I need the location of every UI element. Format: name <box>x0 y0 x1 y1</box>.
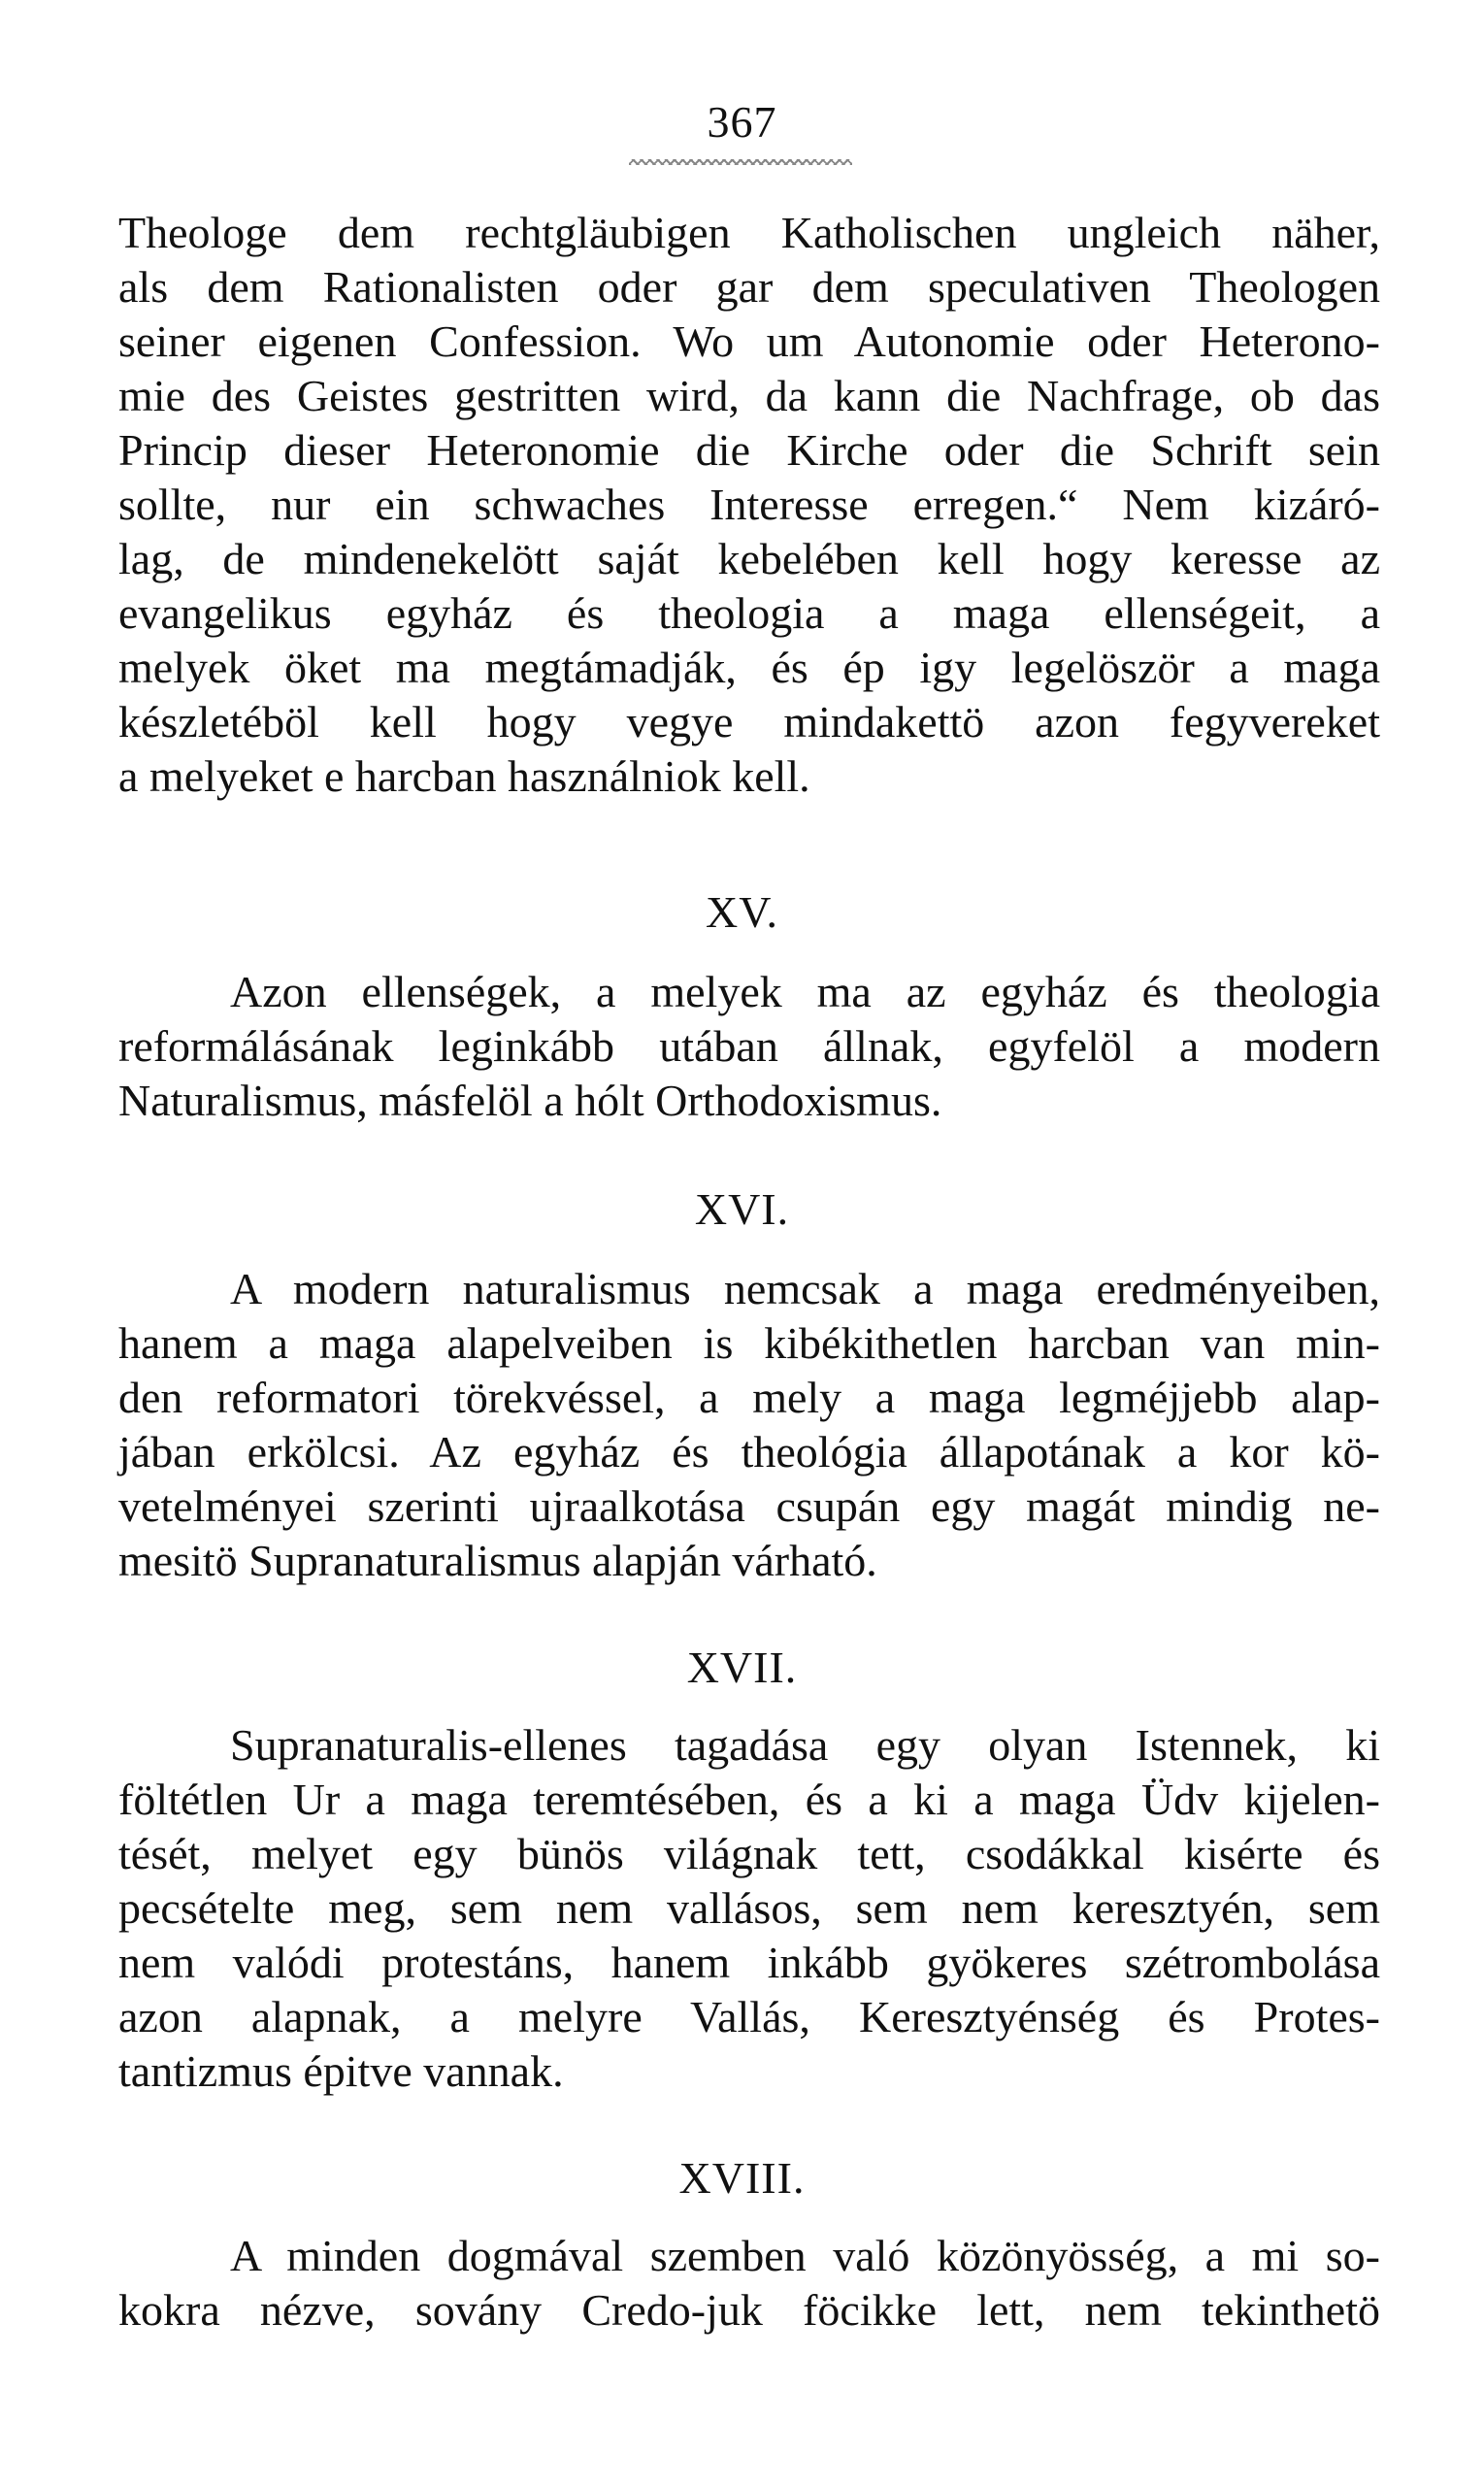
section-heading-xvi: XVI. <box>694 1184 790 1234</box>
text-line: Theologe dem rechtgläubigen Katholischen ungleich näher, <box>118 208 1380 257</box>
text-line: Azon ellenségek, a melyek ma az egyház és theologia <box>230 967 1380 1016</box>
text-line: mie des Geistes gestritten wird, da kann die Nachfrage, ob das <box>118 371 1380 420</box>
text-line: als dem Rationalisten oder gar dem speculativen Theologen <box>118 262 1380 312</box>
section-xviii-paragraph <box>118 2229 1380 2338</box>
text-line: evangelikus egyház és theologia a maga ellenségeit, a <box>118 588 1380 638</box>
text-line: sollte, nur ein schwaches Interesse erregen.“ Nem kizáró- <box>118 480 1380 529</box>
section-xvi-paragraph <box>118 1262 1380 1588</box>
text-line: mesitö Supranaturalismus alapján várható. <box>118 1536 877 1585</box>
text-line: Supranaturalis-ellenes tagadása egy olyan Istennek, ki <box>230 1720 1380 1770</box>
opening-paragraph <box>118 206 1380 804</box>
text-line: készletéböl kell hogy vegye mindakettö azon fegyvereket <box>118 697 1380 747</box>
page-number: 367 <box>707 97 777 147</box>
text-line: tantizmus épitve vannak. <box>118 2046 564 2096</box>
text-line: kokra nézve, sovány Credo-juk föcikke lett, nem tekinthetö <box>118 2285 1380 2335</box>
text-line: vetelményei szerinti ujraalkotása csupán egy magát mindig ne- <box>118 1481 1380 1531</box>
text-line: a melyeket e harcban használniok kell. <box>118 751 810 801</box>
text-line: azon alapnak, a melyre Vallás, Keresztyénség és Protes- <box>118 1992 1380 2041</box>
text-line: den reformatori törekvéssel, a mely a maga legméjjebb alap- <box>118 1373 1380 1422</box>
section-heading-xv: XV. <box>705 887 778 937</box>
text-line: pecsételte meg, sem nem vallásos, sem nem keresztyén, sem <box>118 1883 1380 1933</box>
text-line: Princip dieser Heteronomie die Kirche oder die Schrift sein <box>118 425 1380 475</box>
section-xvii-paragraph <box>118 1718 1380 2099</box>
text-line: reformálásának leginkább utában állnak, egyfelöl a modern <box>118 1021 1380 1071</box>
text-line: Naturalismus, másfelöl a hólt Orthodoxismus. <box>118 1076 942 1125</box>
text-line: jában erkölcsi. Az egyház és theológia állapotának a kor kö- <box>118 1427 1380 1477</box>
text-line: nem valódi protestáns, hanem inkább gyökeres szétrombolása <box>118 1938 1380 1987</box>
text-line: föltétlen Ur a maga teremtésében, és a ki a maga Üdv kijelen- <box>118 1775 1380 1824</box>
text-line: melyek öket ma megtámadják, és ép igy legelöször a maga <box>118 643 1380 692</box>
section-xv-paragraph <box>118 965 1380 1128</box>
text-line: hanem a maga alapelveiben is kibékithetlen harcban van min- <box>118 1318 1380 1368</box>
text-line: A modern naturalismus nemcsak a maga eredményeiben, <box>230 1264 1380 1313</box>
text-line: A minden dogmával szemben való közönyösség, a mi so- <box>230 2231 1380 2280</box>
text-line: tését, melyet egy bünös világnak tett, csodákkal kisérte és <box>118 1829 1380 1878</box>
page-number-underline <box>629 159 852 165</box>
text-line: seiner eigenen Confession. Wo um Autonomie oder Heterono- <box>118 316 1380 366</box>
section-heading-xvii: XVII. <box>686 1643 798 1692</box>
text-line: lag, de mindenekelött saját kebelében kell hogy keresse az <box>118 534 1380 583</box>
section-heading-xviii: XVIII. <box>678 2153 806 2203</box>
